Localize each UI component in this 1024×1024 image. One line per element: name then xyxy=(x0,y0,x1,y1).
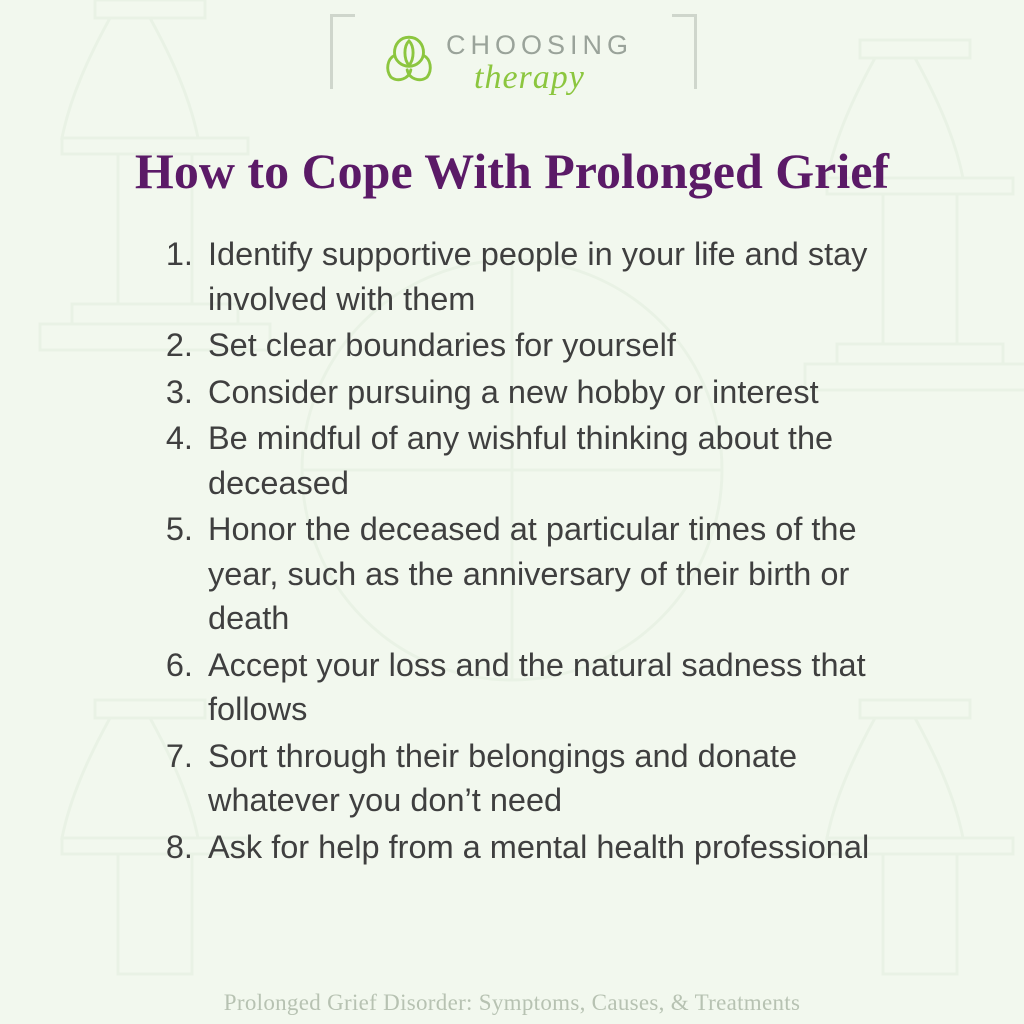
list-item: 6. Accept your loss and the natural sadness that follows xyxy=(202,643,910,732)
list-item: 7. Sort through their belongings and donate whatever you don’t need xyxy=(202,734,910,823)
tips-list xyxy=(150,232,910,869)
leaf-logo-icon xyxy=(380,28,438,90)
list-item: 5. Honor the deceased at particular times of the year, such as the anniversary of their birth or death xyxy=(202,507,910,641)
brand-name-top: CHOOSING xyxy=(446,30,634,60)
list-item: 8. Ask for help from a mental health professional xyxy=(202,825,910,870)
brand-wordmark xyxy=(446,26,633,95)
footer-caption: Prolonged Grief Disorder: Symptoms, Causes, & Treatments xyxy=(223,990,801,1015)
bracket-left-decoration xyxy=(330,14,355,89)
brand-header xyxy=(0,8,1024,118)
list-item: 1. Identify supportive people in your life and stay involved with them xyxy=(202,232,910,321)
page-title: How to Cope With Prolonged Grief xyxy=(134,143,890,199)
list-item: 4. Be mindful of any wishful thinking about the deceased xyxy=(202,416,910,505)
tips-list-container xyxy=(150,232,910,871)
list-item: 3. Consider pursuing a new hobby or interest xyxy=(202,370,910,415)
brand-name-bottom: therapy xyxy=(474,59,585,96)
bracket-right-decoration xyxy=(672,14,697,89)
brand-logo xyxy=(380,26,650,106)
list-item: 2. Set clear boundaries for yourself xyxy=(202,323,910,368)
